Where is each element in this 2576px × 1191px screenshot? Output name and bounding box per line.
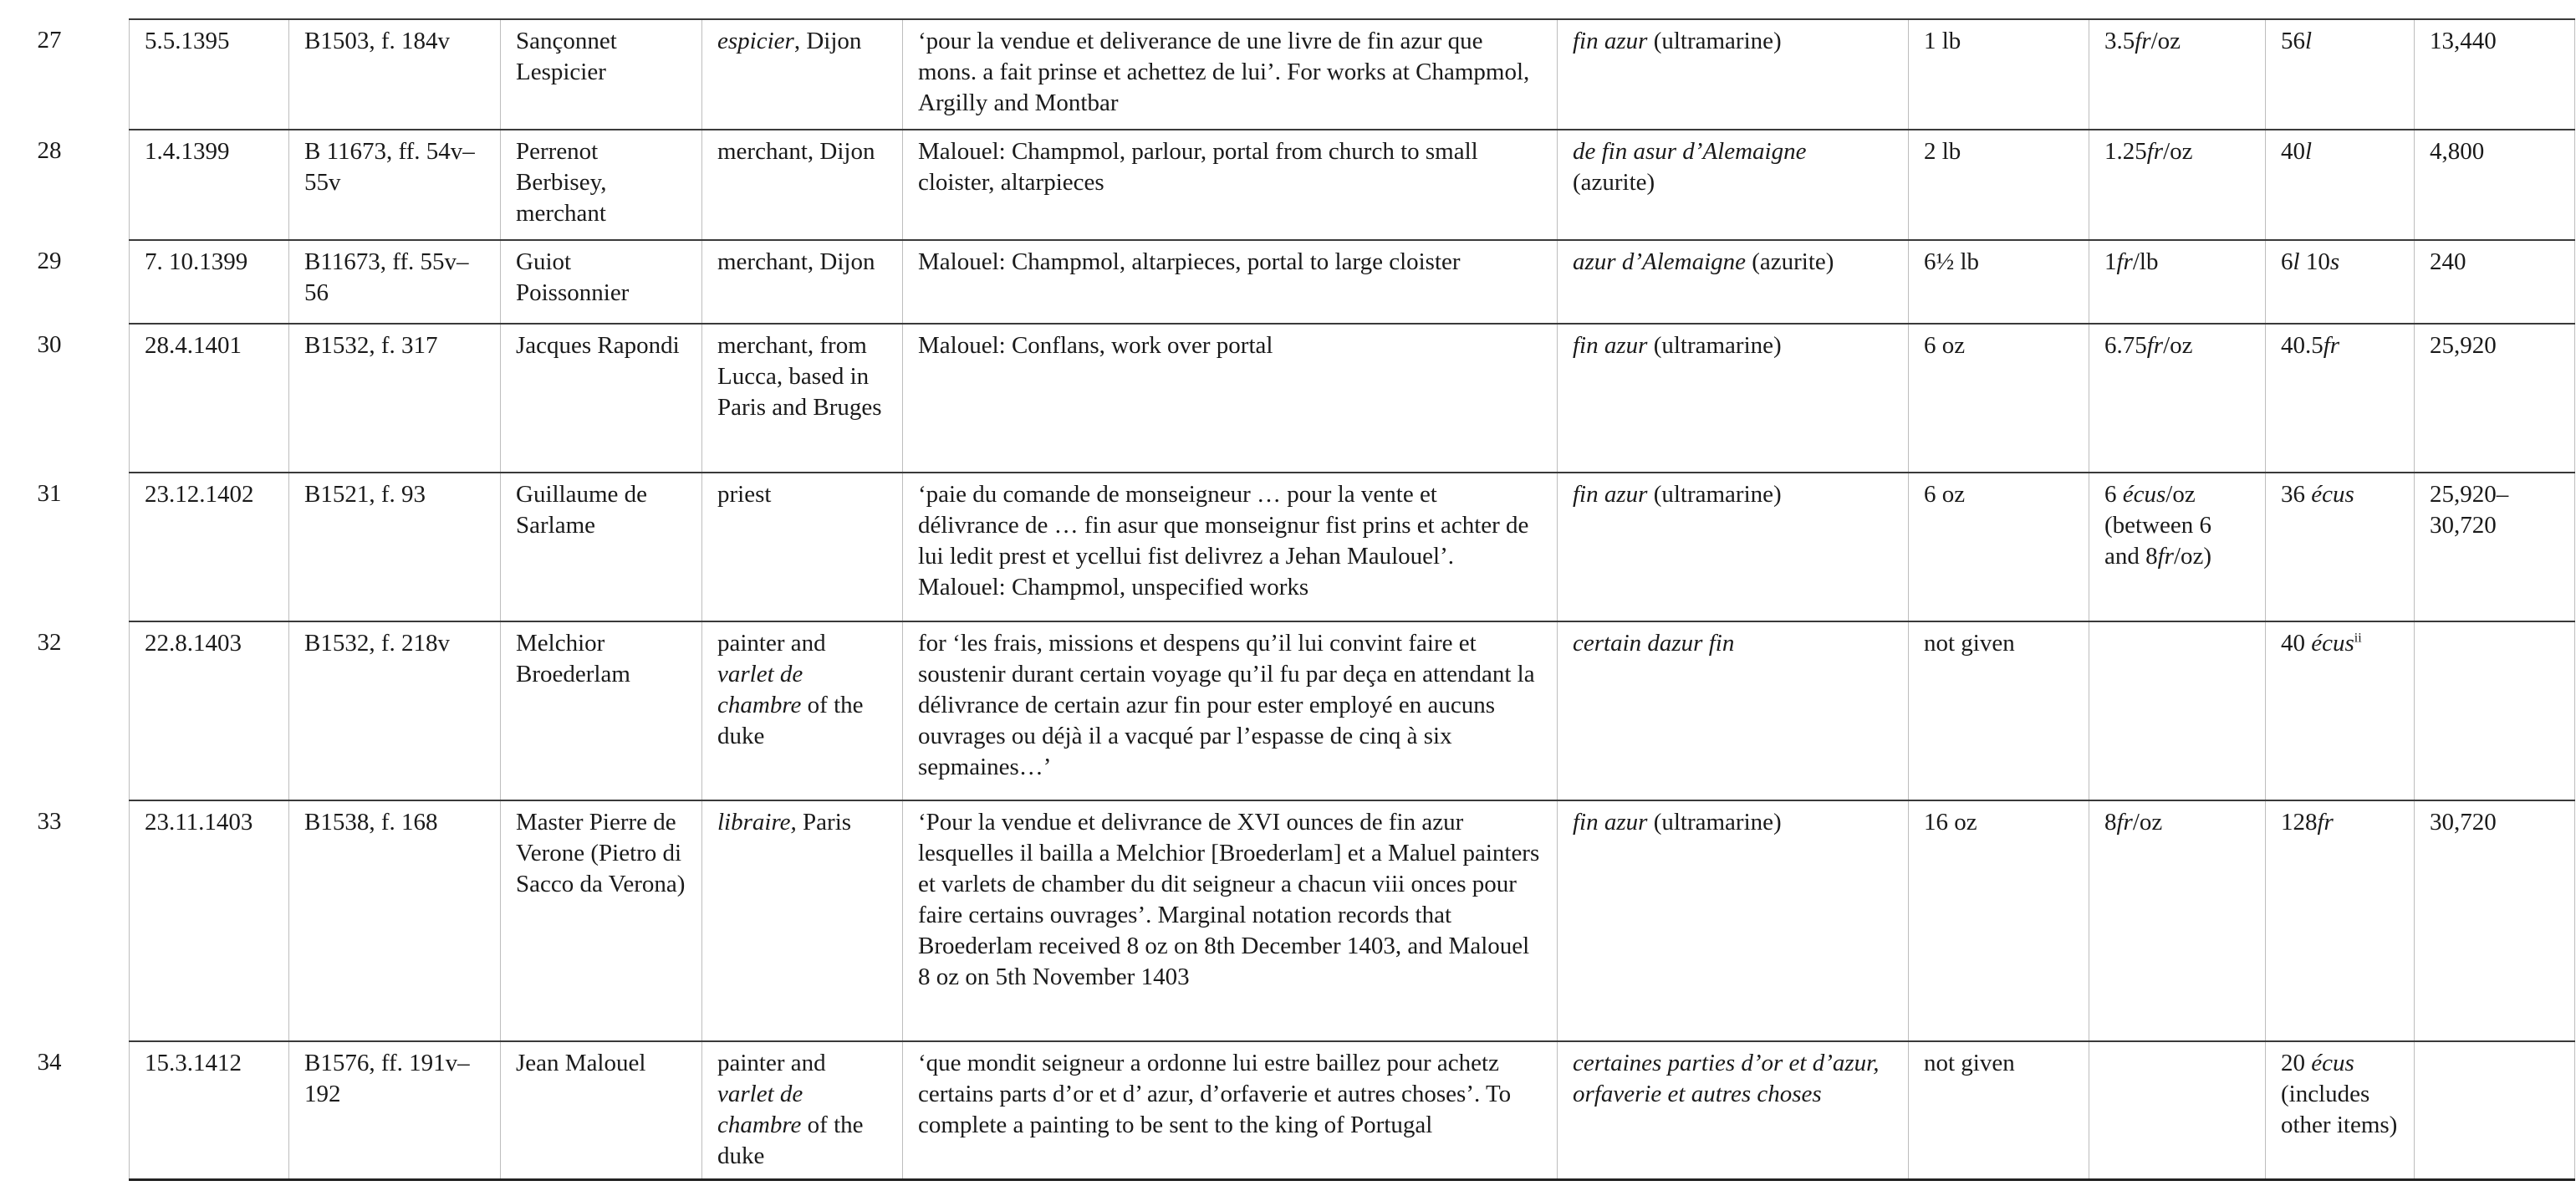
- row-number: 30: [37, 331, 62, 358]
- pigment-cell: [1558, 240, 1909, 324]
- quantity-cell: 6 oz: [1909, 324, 2089, 473]
- text-segment: 56: [2281, 28, 2305, 54]
- total-cost-cell: [2266, 130, 2415, 240]
- text-segment: l: [2305, 28, 2313, 54]
- table-row: [130, 473, 2575, 621]
- table-row: [130, 324, 2575, 473]
- date-cell: 28.4.1401: [130, 324, 289, 473]
- total-cost-cell: [2266, 240, 2415, 324]
- text-segment: Malouel: Champmol, parlour, portal from church to small cloister, altarpieces: [918, 138, 1478, 196]
- unit-price-cell: [2089, 621, 2266, 800]
- text-segment: fr: [2157, 543, 2174, 570]
- description-cell: [903, 240, 1558, 324]
- quantity-cell: 16 oz: [1909, 800, 2089, 1041]
- text-segment: /lb: [2132, 248, 2159, 275]
- value-cell: 30,720: [2415, 800, 2575, 1041]
- description-cell: [903, 1041, 1558, 1180]
- text-segment: fr: [2146, 332, 2164, 359]
- text-segment: fr: [2323, 332, 2340, 359]
- row-number: 33: [37, 808, 62, 835]
- text-segment: varlet de chambre: [717, 661, 803, 718]
- text-segment: l: [2293, 248, 2300, 275]
- date-cell: 7. 10.1399: [130, 240, 289, 324]
- description-cell: [903, 324, 1558, 473]
- quantity-cell: not given: [1909, 1041, 2089, 1180]
- text-segment: Malouel: Champmol, altarpieces, portal to large cloister: [918, 248, 1461, 275]
- text-segment: varlet de chambre: [717, 1081, 803, 1138]
- supplier-role-cell: [702, 621, 903, 800]
- description-cell: [903, 621, 1558, 800]
- supplier-role-cell: [702, 19, 903, 130]
- row-number: 31: [37, 480, 62, 507]
- text-segment: ‘paie du comande de monseigneur … pour la vente et délivrance de … fin asur que monseignur fist prins et achter de lui ledit prest et ycellui fist delivrez a Jehan Maulouel’. Malouel: Champmol, unspecified works: [918, 481, 1529, 601]
- quantity-cell: 6½ lb: [1909, 240, 2089, 324]
- description-cell: [903, 19, 1558, 130]
- text-segment: 20: [2281, 1050, 2312, 1076]
- supplier-name-cell: Melchior Broederlam: [501, 621, 702, 800]
- pigment-cell: [1558, 130, 1909, 240]
- archive-ref-cell: B11673, ff. 55v–56: [289, 240, 501, 324]
- text-segment: 6: [2281, 248, 2293, 275]
- text-segment: 36: [2281, 481, 2312, 508]
- text-segment: ‘que mondit seigneur a ordonne lui estre baillez pour achetz certains parts d’or et d’ azur, d’orfaverie et autres choses’. To complete a painting to be sent to the king of Portugal: [918, 1050, 1512, 1138]
- date-cell: 22.8.1403: [130, 621, 289, 800]
- supplier-role-cell: [702, 324, 903, 473]
- text-segment: fin azur: [1573, 332, 1648, 359]
- date-cell: 1.4.1399: [130, 130, 289, 240]
- text-segment: of the duke: [717, 1112, 864, 1169]
- text-segment: espicier: [717, 28, 794, 54]
- total-cost-cell: [2266, 324, 2415, 473]
- date-cell: 5.5.1395: [130, 19, 289, 130]
- total-cost-cell: [2266, 621, 2415, 800]
- row-number: 29: [37, 248, 62, 274]
- text-segment: 128: [2281, 809, 2318, 836]
- text-segment: 8: [2104, 809, 2117, 836]
- quantity-cell: 1 lb: [1909, 19, 2089, 130]
- pigment-cell: [1558, 800, 1909, 1041]
- text-segment: fr: [2317, 809, 2334, 836]
- table-row: [130, 1041, 2575, 1180]
- text-segment: /oz: [2163, 332, 2193, 359]
- text-segment: l: [2305, 138, 2313, 165]
- value-cell: 25,920–30,720: [2415, 473, 2575, 621]
- value-cell: [2415, 1041, 2575, 1180]
- unit-price-cell: [2089, 19, 2266, 130]
- text-segment: merchant, Dijon: [717, 248, 875, 275]
- total-cost-cell: [2266, 1041, 2415, 1180]
- text-segment: libraire,: [717, 809, 797, 836]
- date-cell: 15.3.1412: [130, 1041, 289, 1180]
- text-segment: ii: [2354, 631, 2362, 646]
- text-segment: /oz: [2163, 138, 2193, 165]
- row-number: 34: [37, 1049, 62, 1076]
- text-segment: painter and: [717, 630, 826, 657]
- supplier-name-cell: Perrenot Berbisey, merchant: [501, 130, 702, 240]
- supplier-role-cell: [702, 1041, 903, 1180]
- total-cost-cell: [2266, 19, 2415, 130]
- text-segment: 40.5: [2281, 332, 2324, 359]
- unit-price-cell: [2089, 130, 2266, 240]
- text-segment: /oz (between 6 and 8: [2104, 481, 2212, 570]
- pigment-cell: [1558, 1041, 1909, 1180]
- date-cell: 23.12.1402: [130, 473, 289, 621]
- text-segment: priest: [717, 481, 772, 508]
- text-segment: (ultramarine): [1647, 481, 1782, 508]
- unit-price-cell: [2089, 473, 2266, 621]
- text-segment: Paris: [796, 809, 852, 836]
- text-segment: fr: [2116, 248, 2133, 275]
- archive-ref-cell: B1576, ff. 191v–192: [289, 1041, 501, 1180]
- text-segment: fr: [2135, 28, 2151, 54]
- pigment-purchases-table: [129, 18, 2575, 1181]
- archive-ref-cell: B1532, f. 218v: [289, 621, 501, 800]
- total-cost-cell: [2266, 473, 2415, 621]
- text-segment: merchant, Dijon: [717, 138, 875, 165]
- supplier-name-cell: Sançonnet Lespicier: [501, 19, 702, 130]
- text-segment: 10: [2299, 248, 2330, 275]
- row-number: 27: [37, 27, 62, 54]
- text-segment: 1.25: [2104, 138, 2147, 165]
- supplier-name-cell: Master Pierre de Verone (Pietro di Sacco da Verona): [501, 800, 702, 1041]
- text-segment: fin azur: [1573, 481, 1648, 508]
- text-segment: 6.75: [2104, 332, 2147, 359]
- value-cell: 13,440: [2415, 19, 2575, 130]
- archive-ref-cell: B 11673, ff. 54v–55v: [289, 130, 501, 240]
- text-segment: de fin asur d’Alemaigne: [1573, 138, 1807, 165]
- table-row: [130, 800, 2575, 1041]
- row-number: 28: [37, 137, 62, 164]
- text-segment: certaines parties d’or et d’azur, orfaverie et autres choses: [1573, 1050, 1880, 1107]
- text-segment: ‘pour la vendue et deliverance de une livre de fin azur que mons. a fait prinse et achettez de lui’. For works at Champmol, Argilly and Montbar: [918, 28, 1530, 116]
- pigment-cell: [1558, 19, 1909, 130]
- supplier-role-cell: [702, 240, 903, 324]
- quantity-cell: not given: [1909, 621, 2089, 800]
- text-segment: (azurite): [1573, 169, 1655, 196]
- text-segment: /oz: [2132, 809, 2163, 836]
- text-segment: of the duke: [717, 692, 864, 749]
- quantity-cell: 2 lb: [1909, 130, 2089, 240]
- value-cell: 240: [2415, 240, 2575, 324]
- text-segment: ‘Pour la vendue et delivrance de XVI ounces de fin azur lesquelles il bailla a Melchior [Broederlam] et a Maluel painters et varlets de chamber du dit seigneur a chacun viii onces pour faire certains ouvrages’. Marginal notation records that Broederlam received 8 oz on 8th December 1403, and Malouel 8 oz on 5th November 1403: [918, 809, 1540, 990]
- date-cell: 23.11.1403: [130, 800, 289, 1041]
- description-cell: [903, 473, 1558, 621]
- text-segment: painter and: [717, 1050, 826, 1076]
- text-segment: 1: [2104, 248, 2117, 275]
- description-cell: [903, 130, 1558, 240]
- value-cell: 25,920: [2415, 324, 2575, 473]
- value-cell: 4,800: [2415, 130, 2575, 240]
- supplier-role-cell: [702, 473, 903, 621]
- archive-ref-cell: B1538, f. 168: [289, 800, 501, 1041]
- unit-price-cell: [2089, 1041, 2266, 1180]
- text-segment: Malouel: Conflans, work over portal: [918, 332, 1273, 359]
- supplier-name-cell: Guillaume de Sarlame: [501, 473, 702, 621]
- value-cell: [2415, 621, 2575, 800]
- text-segment: (ultramarine): [1647, 28, 1782, 54]
- text-segment: for ‘les frais, missions et despens qu’il lui convint faire et soustenir durant certain voyage qu’il fu par deça en attendant la délivrance de certain azur fin pour ester employé en aucuns ouvrages ou déjà il a vacqué par l’espasse de cinq à six sepmaines…’: [918, 630, 1535, 780]
- supplier-role-cell: [702, 130, 903, 240]
- table-row: [130, 19, 2575, 130]
- text-segment: 40: [2281, 138, 2305, 165]
- table-row: [130, 621, 2575, 800]
- text-segment: (ultramarine): [1647, 332, 1782, 359]
- unit-price-cell: [2089, 324, 2266, 473]
- pigment-cell: [1558, 324, 1909, 473]
- archive-ref-cell: B1532, f. 317: [289, 324, 501, 473]
- supplier-role-cell: [702, 800, 903, 1041]
- text-segment: s: [2329, 248, 2340, 275]
- text-segment: fin azur: [1573, 809, 1648, 836]
- text-segment: (azurite): [1746, 248, 1834, 275]
- text-segment: merchant, from Lucca, based in Paris and Bruges: [717, 332, 882, 421]
- pigment-cell: [1558, 473, 1909, 621]
- quantity-cell: 6 oz: [1909, 473, 2089, 621]
- archive-ref-cell: B1521, f. 93: [289, 473, 501, 621]
- text-segment: (includes other items): [2281, 1081, 2398, 1138]
- total-cost-cell: [2266, 800, 2415, 1041]
- text-segment: certain dazur fin: [1573, 630, 1735, 657]
- text-segment: /oz: [2150, 28, 2181, 54]
- unit-price-cell: [2089, 240, 2266, 324]
- pigment-cell: [1558, 621, 1909, 800]
- supplier-name-cell: Jacques Rapondi: [501, 324, 702, 473]
- text-segment: fin azur: [1573, 28, 1648, 54]
- text-segment: 6: [2104, 481, 2123, 508]
- text-segment: fr: [2116, 809, 2133, 836]
- text-segment: écus: [2311, 630, 2354, 657]
- text-segment: 40: [2281, 630, 2312, 657]
- text-segment: (ultramarine): [1647, 809, 1782, 836]
- text-segment: fr: [2146, 138, 2164, 165]
- archive-ref-cell: B1503, f. 184v: [289, 19, 501, 130]
- text-segment: écus: [2311, 481, 2354, 508]
- text-segment: écus: [2122, 481, 2166, 508]
- supplier-name-cell: Guiot Poissonnier: [501, 240, 702, 324]
- row-number: 32: [37, 629, 62, 656]
- text-segment: écus: [2311, 1050, 2354, 1076]
- supplier-name-cell: Jean Malouel: [501, 1041, 702, 1180]
- unit-price-cell: [2089, 800, 2266, 1041]
- text-segment: /oz): [2173, 543, 2212, 570]
- table-row: [130, 130, 2575, 240]
- text-segment: azur d’Alemaigne: [1573, 248, 1746, 275]
- description-cell: [903, 800, 1558, 1041]
- text-segment: 3.5: [2104, 28, 2135, 54]
- text-segment: , Dijon: [793, 28, 862, 54]
- table-row: [130, 240, 2575, 324]
